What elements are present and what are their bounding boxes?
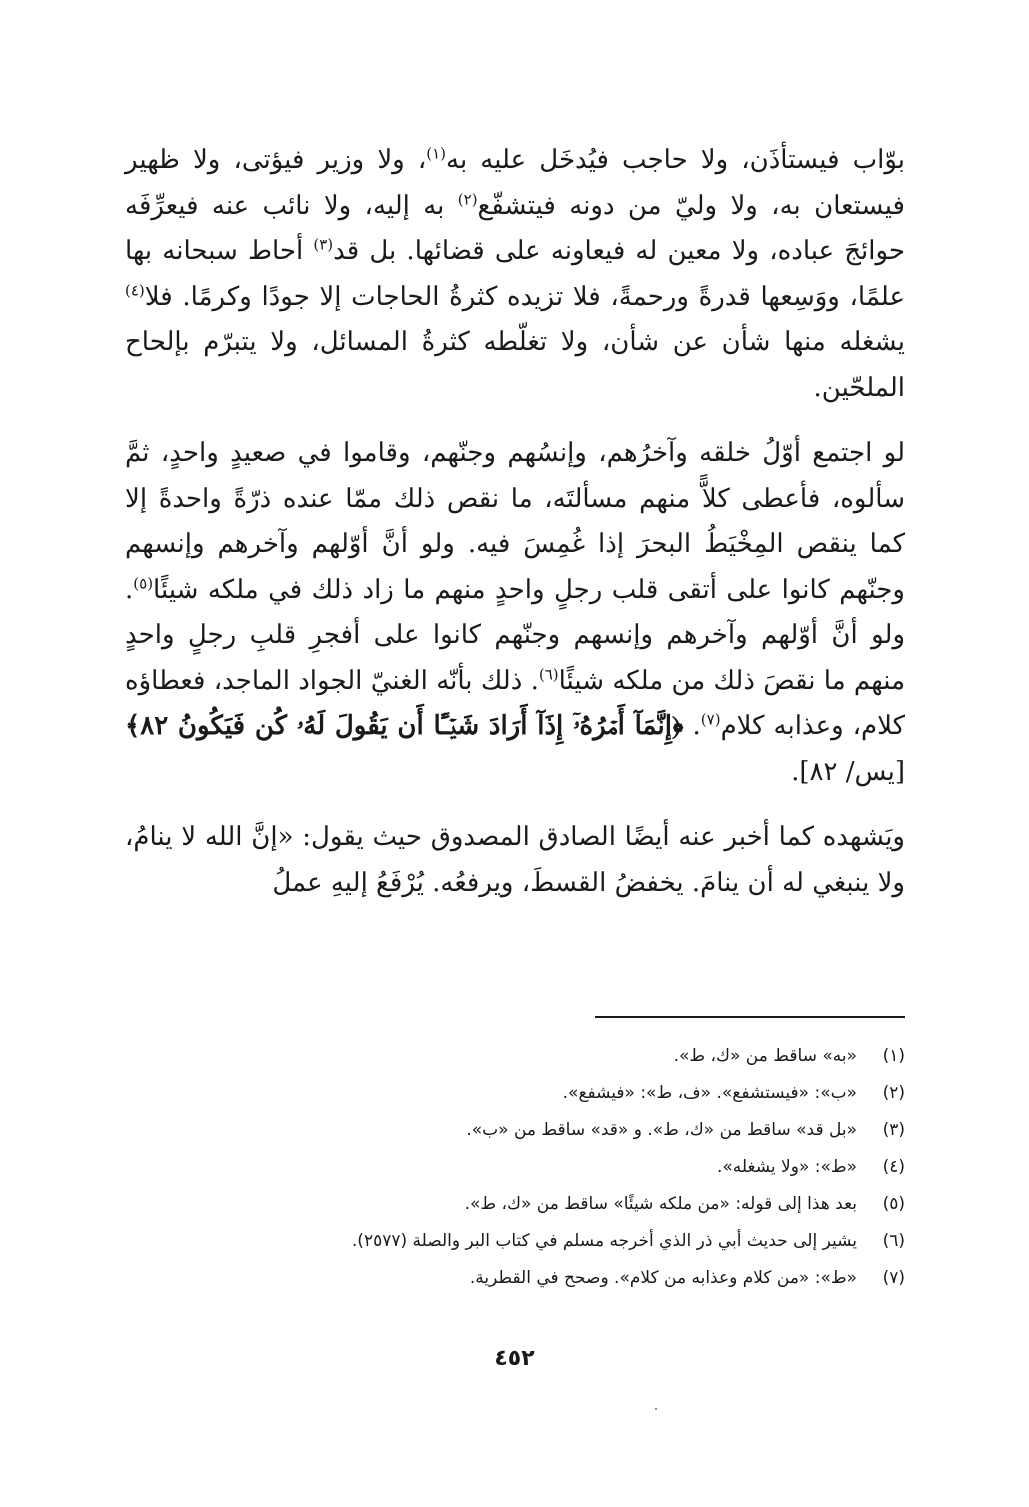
footnote-number: (٧)	[882, 1268, 905, 1288]
footnote-item	[125, 1186, 905, 1223]
paragraph	[125, 431, 905, 795]
footnote-reference: (٣)	[313, 235, 334, 254]
footnote-reference: (٢)	[457, 189, 478, 208]
footnote-text: يشير إلى حديث أبي ذر الذي أخرجه مسلم في كتاب البر والصلة (٢٥٧٧).	[351, 1231, 857, 1251]
footnote-reference: (٧)	[700, 710, 721, 729]
text-run: لو اجتمع أوّلُ خلقه وآخرُهم، وإنسُهم وجنّهم، وقاموا في صعيدٍ واحدٍ، ثمَّ سألوه، فأعطى كلاًّ منهم مسألتَه، ما نقص ذلك ممّا عنده ذرّةً واحدةً إلا كما ينقص المِخْيَطُ البحرَ إذا غُمِسَ فيه. ولو أنَّ أوّلهم وآخرهم وإنسهم وجنّهم كانوا على أتقى قلب رجلٍ واحدٍ منهم ما زاد ذلك في ملكه شيئًا	[125, 438, 905, 605]
footnote-text: بعد هذا إلى قوله: «من ملكه شيئًا» ساقط من «ك، ط».	[464, 1194, 857, 1214]
text-run: .	[683, 711, 701, 741]
text-run: يشغله منها شأن عن شأن، ولا تغلّطه كثرةُ المسائل، ولا يتبرّم بإلحاح الملحّين.	[125, 327, 905, 403]
footnote-item	[125, 1112, 905, 1149]
footnote-number: (١)	[882, 1046, 905, 1066]
footnote-number: (٢)	[882, 1083, 905, 1103]
footnote-reference: (٤)	[125, 280, 145, 299]
text-run: . ولو أنَّ أوّلهم وآخرهم وإنسهم وجنّهم كانوا على أفجرِ قلبِ رجلٍ واحدٍ منهم ما نقصَ ذلك من ملكه شيئًا	[125, 574, 905, 696]
main-text	[125, 138, 905, 906]
footnote-text: «به» ساقط من «ك، ط».	[673, 1046, 857, 1066]
footnote-reference: (١)	[426, 144, 446, 163]
footnote-number: (٦)	[882, 1231, 905, 1251]
footnote-number: (٥)	[882, 1194, 905, 1214]
footnote-item	[125, 1038, 905, 1075]
footnote-separator	[595, 1016, 905, 1018]
text-run: ويَشهده كما أخبر عنه أيضًا الصادق المصدوق حيث يقول: «إنَّ الله لا ينامُ، ولا ينبغي له أن ينامَ. يخفضُ القسطَ، ويرفعُه. يُرْفَعُ إليهِ عملُ	[125, 822, 905, 898]
footnote-text: «ب»: «فيستشفع». «ف، ط»: «فيشفع».	[562, 1083, 857, 1103]
paragraph	[125, 138, 905, 411]
footnote-reference: (٥)	[133, 573, 154, 592]
page-number: ٤٥٢	[494, 1346, 535, 1371]
quran-verse: ﴿إِنَّمَآ أَمۡرُهُۥٓ إِذَآ أَرَادَ شَيۡـًٔا أَن يَقُولَ لَهُۥ كُن فَيَكُونُ ٨٢﴾	[125, 711, 684, 741]
scan-speck	[655, 1408, 657, 1410]
text-run: [يس/ ٨٢].	[791, 756, 905, 787]
footnote-item	[125, 1149, 905, 1186]
footnote-text: «بل قد» ساقط من «ك، ط». و «قد» ساقط من «ب».	[466, 1120, 857, 1140]
footnote-number: (٤)	[882, 1157, 905, 1177]
footnotes-list	[125, 1038, 905, 1297]
footnote-text: «ط»: «من كلام وعذابه من كلام». وصحح في القطرية.	[469, 1268, 857, 1288]
footnote-number: (٣)	[882, 1120, 905, 1140]
text-run: . ذلك بأنّه الغنيّ الجواد الماجد، فعطاؤه كلام، وعذابه كلام	[125, 665, 906, 741]
footnote-item	[125, 1223, 905, 1260]
paragraph	[125, 815, 905, 906]
footnote-item	[125, 1075, 905, 1112]
footnote-text: «ط»: «ولا يشغله».	[716, 1157, 857, 1177]
text-run: به إليه، ولا نائب عنه فيعرِّفَه حوائجَ عباده، ولا معين له فيعاونه على قضائها. بل قد	[125, 190, 905, 266]
footnote-reference: (٦)	[538, 664, 559, 683]
text-run: أحاط سبحانه بها علمًا، ووَسِعها قدرةً ورحمةً، فلا تزيده كثرةُ الحاجات إلا جودًا وكرمًا. فلا	[125, 236, 905, 312]
text-run: بوّاب فيستأذَن، ولا حاجب فيُدخَل عليه به	[446, 145, 905, 175]
text-run: ، ولا وزير فيؤتى، ولا ظهير فيستعان به، ولا وليّ من دونه فيتشفّع	[125, 145, 905, 221]
footnote-item	[125, 1260, 905, 1297]
